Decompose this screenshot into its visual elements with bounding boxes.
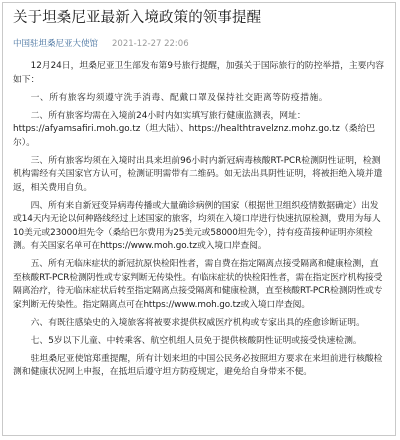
- article-body: [13, 60, 386, 380]
- paragraph-item-4: 四、所有来自新冠变异病毒传播或大量确诊病例的国家（根据世卫组织疫情数据确定）出发或14天内无论以何种路线经过上述国家的旅客，均须在入境口岸进行快速抗原检测，费用为每人10美元或23000坦先令（桑给巴尔费用为25美元或58000坦先令），持有疫苗接种证明亦须检测。有关国家名单可在https://www.moh.go.tz或入境口岸查阅。: [13, 200, 381, 251]
- paragraph-item-5: 五、所有无临床症状的新冠抗原快检阳性者，需自费在指定隔离点接受隔离和健康检测，直至核酸RT-PCR检测阴性或专家判断无传染性。有临床症状的快检阳性者，需在指定医疗机构接受隔离治疗，待无临床症状后转至指定隔离点接受隔离和健康检测，直至核酸RT-PCR检测阴性或专家判断无传染性。指定隔离点可在https://www.moh.go.tz或入境口岸查阅。: [13, 259, 383, 310]
- article-meta: [13, 38, 385, 50]
- article-title: 关于坦桑尼亚最新入境政策的领事提醒: [13, 10, 262, 26]
- article-container: [2, 2, 396, 436]
- paragraph-item-6: 六、有既往感染史的入境旅客将被要求提供权威医疗机构或专家出具的痊愈诊断证明。: [30, 317, 365, 328]
- article-source-link[interactable]: 中国驻坦桑尼亚大使馆: [13, 39, 99, 49]
- paragraph-item-7: 七、5岁以下儿童、中转乘客、航空机组人员免于提供核酸阴性证明或接受快速检测。: [30, 335, 362, 346]
- paragraph-item-1: 一、所有旅客均须遵守洗手消毒、配戴口罩及保持社交距离等防疫措施。: [30, 92, 329, 103]
- paragraph-intro: 12月24日，坦桑尼亚卫生部发布第9号旅行提醒，加强关于国际旅行的防控举措，主要内容如下：: [13, 61, 385, 85]
- article-date: 2021-12-27 22:06: [112, 39, 189, 49]
- paragraph-item-3: 三、所有旅客均须在入境时出具来坦前96小时内新冠病毒核酸RT-PCR检测阴性证明，检测机构需经有关国家官方认可，检测证明需带有二维码。如无法出具阴性证明，将被拒绝入境并遣返，相关费用自负。: [13, 155, 383, 193]
- paragraph-item-2: 二、所有旅客均需在入境前24小时内如实填写旅行健康监测表，网址：https://afyamsafiri.moh.go.tz（坦大陆）、https://healthtravelznz.mohz.go.tz（桑给巴尔）。: [13, 110, 376, 148]
- paragraph-reminder: 驻坦桑尼亚使馆郑重提醒，所有计划来坦的中国公民务必按照坦方要求在来坦前进行核酸检测和健康状况网上申报，在抵坦后遵守坦方防疫规定，避免给自身带来不便。: [13, 353, 383, 377]
